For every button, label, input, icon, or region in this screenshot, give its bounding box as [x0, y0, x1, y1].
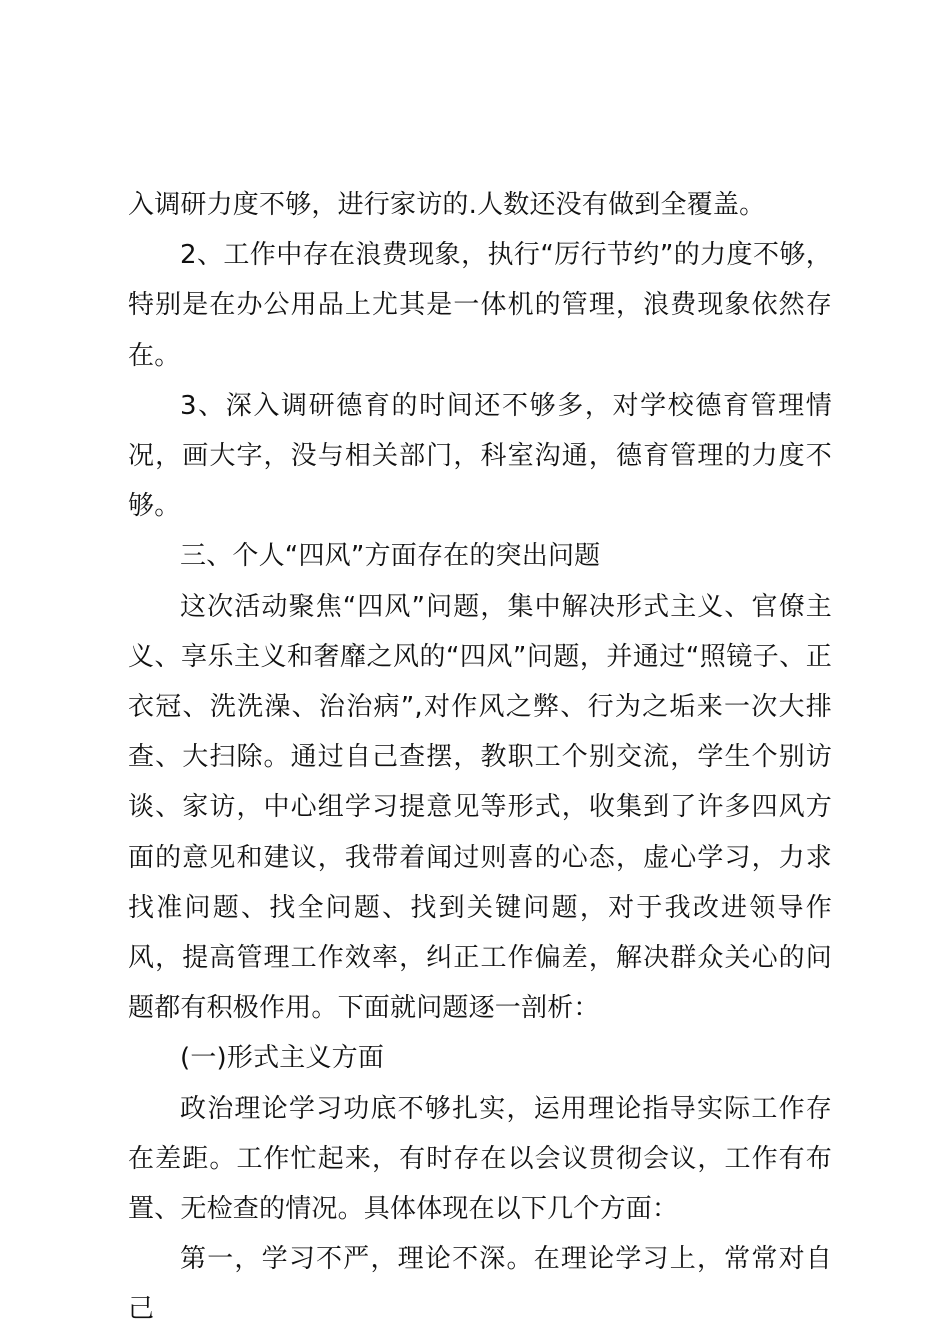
paragraph-item-2: 2、工作中存在浪费现象，执行“厉行节约”的力度不够，特别是在办公用品上尤其是一体机的管理，浪费现象依然存在。: [128, 240, 832, 371]
subsection-heading-formalism: (一)形式主义方面: [180, 1043, 385, 1074]
paragraph-continuation: 入调研力度不够，进行家访的.人数还没有做到全覆盖。: [128, 190, 766, 220]
paragraph-formalism-summary: 政治理论学习功底不够扎实，运用理论指导实际工作存在差距。工作忙起来，有时存在以会议贯彻会议，工作有布置、无检查的情况。具体体现在以下几个方面：: [128, 1093, 832, 1225]
document-body: [128, 180, 832, 1335]
paragraph-four-winds-intro: 这次活动聚焦“四风”问题，集中解决形式主义、官僚主义、享乐主义和奢靡之风的“四风”问题，并通过“照镜子、正衣冠、洗洗澡、治治病”,对作风之弊、行为之垢来一次大排查、大扫除。通过自己查摆，教职工个别交流，学生个别访谈、家访，中心组学习提意见等形式，收集到了许多四风方面的意见和建议，我带着闻过则喜的心态，虚心学习，力求找准问题、找全问题、找到关键问题，对于我改进领导作风，提高管理工作效率，纠正工作偏差，解决群众关心的问题都有积极作用。下面就问题逐一剖析：: [128, 591, 832, 1024]
paragraph-item-3: 3、深入调研德育的时间还不够多，对学校德育管理情况，画大字，没与相关部门，科室沟通，德育管理的力度不够。: [128, 390, 832, 522]
section-heading-three: 三、个人“四风”方面存在的突出问题: [180, 541, 601, 572]
paragraph-first-point: 第一，学习不严，理论不深。在理论学习上，常常对自己: [128, 1244, 832, 1325]
